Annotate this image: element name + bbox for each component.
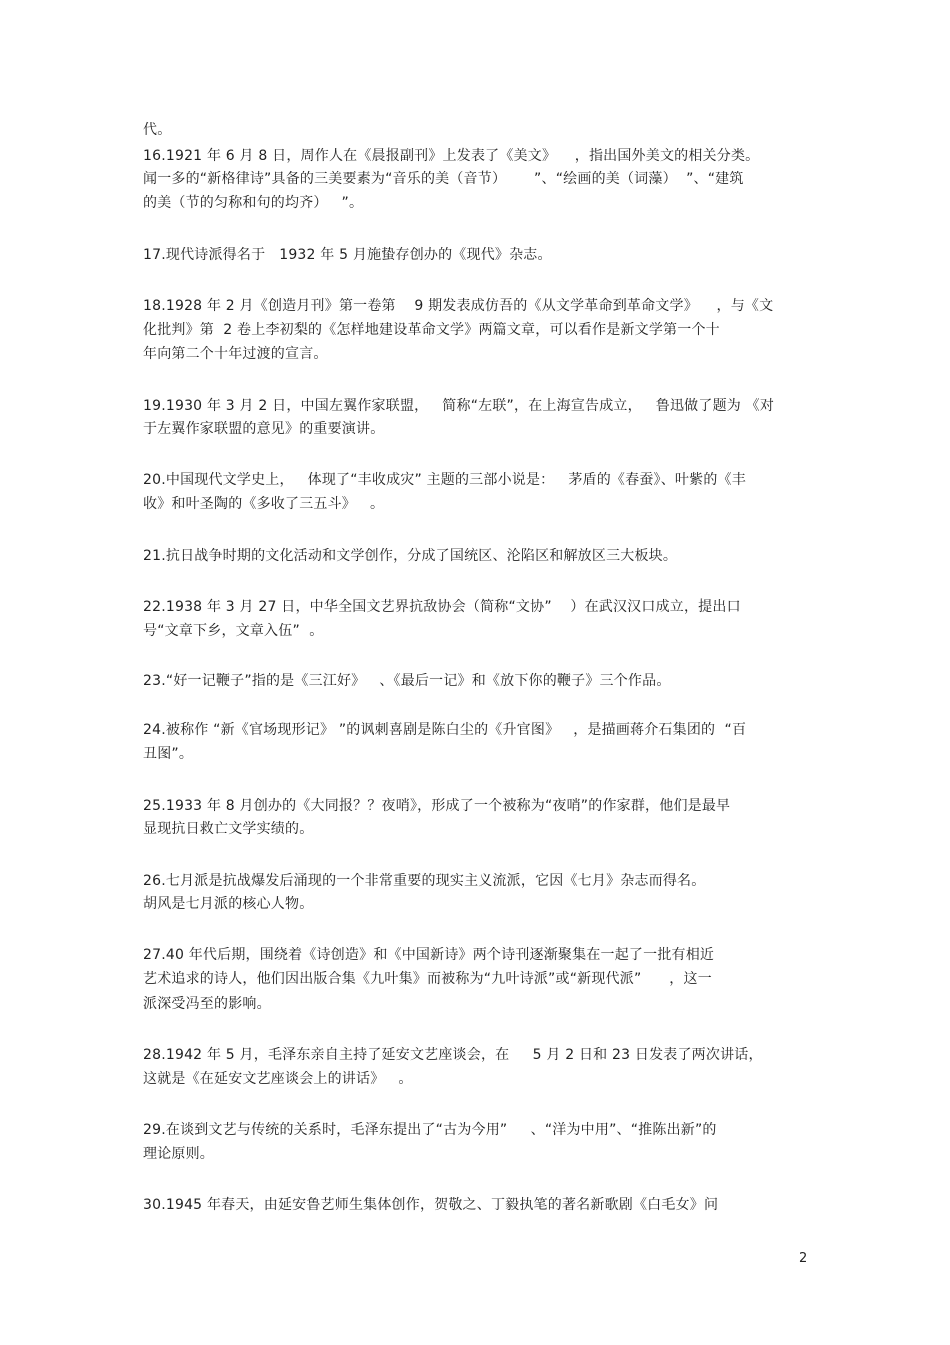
text-line: 胡风是七月派的核心人物。 bbox=[143, 896, 314, 912]
text-line: 21.抗日战争时期的文化活动和文学创作，分成了国统区、沦陷区和解放区三大板块。 bbox=[143, 548, 678, 564]
text-line: 丑图”。 bbox=[143, 746, 194, 762]
text-line: 30.1945 年春天，由延安鲁艺师生集体创作，贺敬之、丁毅执笔的著名新歌剧《白毛女》问 bbox=[143, 1197, 719, 1213]
text-line: 收》和叶圣陶的《多收了三五斗》 。 bbox=[143, 496, 385, 512]
text-line: 化批判》第 2 卷上李初梨的《怎样地建设革命文学》两篇文章，可以看作是新文学第一个十 bbox=[143, 322, 720, 338]
text-line: 20.中国现代文学史上， 体现了“丰收成灾” 主题的三部小说是： 茅盾的《春蚕》、叶紫的《丰 bbox=[143, 472, 746, 488]
text-line: 18.1928 年 2 月《创造月刊》第一卷第 9 期发表成仿吾的《从文学革命到革命文学》 ，与《文 bbox=[143, 298, 774, 314]
text-line: 显现抗日救亡文学实绩的。 bbox=[143, 821, 314, 837]
text-line: 年向第二个十年过渡的宣言。 bbox=[143, 346, 328, 362]
text-line: 派深受冯至的影响。 bbox=[143, 996, 271, 1012]
text-line: 闻一多的“新格律诗”具备的三美要素为“音乐的美（音节） ”、“绘画的美（词藻） ”、“建筑 bbox=[143, 171, 744, 187]
text-line: 22.1938 年 3 月 27 日，中华全国文艺界抗敌协会（简称“文协” ）在武汉汉口成立，提出口 bbox=[143, 599, 741, 615]
page-number: 2 bbox=[799, 1251, 808, 1266]
text-line: 于左翼作家联盟的意见》的重要演讲。 bbox=[143, 421, 385, 437]
text-line: 17.现代诗派得名于 1932 年 5 月施蛰存创办的《现代》杂志。 bbox=[143, 247, 552, 263]
text-line: 24.被称作 “新《官场现形记》 ”的讽刺喜剧是陈白尘的《升官图》 ，是描画蒋介石集团的 “百 bbox=[143, 722, 747, 738]
text-line: 艺术追求的诗人，他们因出版合集《九叶集》而被称为“九叶诗派”或“新现代派” ，这一 bbox=[143, 971, 712, 987]
text-line: 26.七月派是抗战爆发后涌现的一个非常重要的现实主义流派，它因《七月》杂志而得名。 bbox=[143, 873, 706, 889]
text-line: 这就是《在延安文艺座谈会上的讲话》 。 bbox=[143, 1071, 413, 1087]
text-line: 19.1930 年 3 月 2 日，中国左翼作家联盟， 简称“左联”，在上海宣告成立， 鲁迅做了题为 《对 bbox=[143, 398, 775, 414]
text-line: 28.1942 年 5 月，毛泽东亲自主持了延安文艺座谈会，在 5 月 2 日和 23 日发表了两次讲话， bbox=[143, 1047, 763, 1063]
text-line: 16.1921 年 6 月 8 日，周作人在《晨报副刊》上发表了《美文》 ，指出国外美文的相关分类。 bbox=[143, 148, 760, 164]
text-line: 25.1933 年 8 月创办的《大同报？？夜哨》，形成了一个被称为“夜哨”的作家群，他们是最早 bbox=[143, 798, 731, 814]
text-line: 号“文章下乡，文章入伍” 。 bbox=[143, 623, 324, 639]
text-line: 27.40 年代后期，围绕着《诗创造》和《中国新诗》两个诗刊逐渐聚集在一起了一批有相近 bbox=[143, 947, 715, 963]
text-line: 29.在谈到文艺与传统的关系时，毛泽东提出了“古为今用” 、“洋为中用”、“推陈出新”的 bbox=[143, 1122, 717, 1138]
text-line: 代。 bbox=[143, 122, 172, 138]
text-line: 理论原则。 bbox=[143, 1146, 214, 1162]
text-line: 23.“好一记鞭子”指的是《三江好》 、《最后一记》和《放下你的鞭子》三个作品。 bbox=[143, 673, 671, 689]
text-line: 的美（节的匀称和句的均齐） ”。 bbox=[143, 195, 364, 211]
